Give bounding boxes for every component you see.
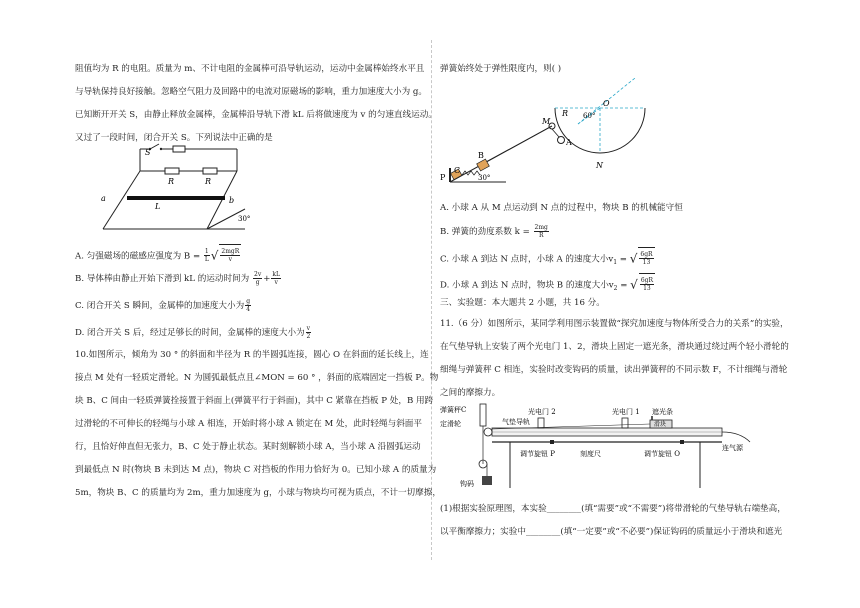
weight-label: 钩码 bbox=[460, 480, 474, 488]
pulley-label: 定滑轮 bbox=[440, 420, 461, 428]
question-10-line: 10.如图所示，倾角为 30 ° 的斜面和半径为 R 的半圆弧连接，圆心 O 在斜面的延长线上，连 bbox=[75, 350, 429, 360]
air-track-figure bbox=[440, 402, 790, 490]
ball-a-label: A bbox=[566, 138, 572, 147]
question-11-line: 细绳与弹簧秤 C 相连，实验时改变钩码的质量，读出弹簧秤的不同示数 F，不计细绳与滑轮 bbox=[440, 365, 788, 375]
option-text: D. 小球 A 到达 N 点时，物块 B 的速度大小v bbox=[440, 280, 614, 291]
point-b-label: b bbox=[229, 196, 235, 205]
question-10-line: 行，且恰好伸直但无张力，B、C 处于静止状态。某时刻解锁小球 A，当小球 A 沿圆弧运动 bbox=[75, 442, 421, 452]
question-11-line: 11.（6 分）如图所示，某同学利用图示装置做“探究加速度与物体所受合力的关系”的实验， bbox=[440, 319, 789, 329]
question-10-line: 5m，物块 B、C 的质量均为 2m，重力加速度为 g，小球与物块均可视为质点，不计一切摩擦， bbox=[75, 488, 441, 498]
fraction: $\frac{1}{L}$ bbox=[204, 248, 209, 264]
option-a: A. 匀强磁场的磁感应强度为 B = $\frac{1}{L}$ √ $\frac{\text{2mgR}}{v}$ bbox=[75, 244, 241, 268]
fraction: $\frac{6gR}{13}$ bbox=[640, 251, 653, 266]
question-10-line: 块 B、C 间由一轻质弹簧拴接置于斜面上(弹簧平行于斜面)，其中 C 紧靠在挡板 P 处，B 用跨 bbox=[75, 396, 434, 406]
gate-1-label: 光电门 1 bbox=[612, 408, 640, 416]
incline-semicircle-figure bbox=[440, 78, 660, 193]
section-heading: 三、实验题：本大题共 2 小题，共 16 分。 bbox=[440, 298, 605, 308]
fraction: $\frac{6gR}{13}$ bbox=[640, 277, 653, 292]
switch-label: S bbox=[145, 148, 151, 157]
question-10-line: 过滑轮的不可伸长的轻绳与小球 A 相连，开始时将小球 A 锁定在 M 处，此时轻绳与斜面平 bbox=[75, 419, 422, 429]
fraction: $\frac{g}{4}$ bbox=[246, 298, 251, 313]
ruler-label: 刻度尺 bbox=[580, 450, 601, 458]
fraction: $\frac{2v}{g}$ bbox=[254, 271, 262, 286]
paragraph-line: 阻值均为 R 的电阻。质量为 m、不计电阻的金属棒可沿导轨运动，运动中金属棒始终水平且 bbox=[75, 64, 425, 74]
option-text: B. 弹簧的劲度系数 k = bbox=[440, 227, 530, 237]
air-track-label: 气垫导轨 bbox=[502, 418, 530, 426]
fraction: $\frac{2mg}{R}$ bbox=[534, 224, 548, 239]
fraction: $\frac{\text{2mgR}}{v}$ bbox=[221, 248, 240, 263]
knob-p-label: 调节旋钮 P bbox=[520, 450, 555, 458]
paragraph-line: 又过了一段时间，闭合开关 S。下列说法中正确的是 bbox=[75, 133, 273, 143]
option-b bbox=[440, 221, 550, 244]
resistor-label: R bbox=[168, 177, 175, 186]
paragraph-line: 弹簧始终处于弹性限度内，则( ) bbox=[440, 64, 562, 74]
block-b-label: B bbox=[478, 151, 484, 160]
option-text: C. 小球 A 到达 N 点时，小球 A 的速度大小v bbox=[440, 254, 614, 265]
option-d: D. 小球 A 到达 N 点时，物块 B 的速度大小$v_2$ = √ $\frac{6gR}{13}$ bbox=[440, 273, 655, 300]
air-source-label: 连气源 bbox=[722, 444, 743, 452]
option-c: C. 小球 A 到达 N 点时，小球 A 的速度大小$v_1$ = √ $\frac{6gR}{13}$ bbox=[440, 247, 655, 274]
option-text: A. 匀强磁场的磁感应强度为 B = bbox=[75, 251, 201, 262]
option-text: C. 闭合开关 S 瞬间，金属棒的加速度大小为 bbox=[75, 301, 245, 311]
question-11-part-1-line: (1)根据实验原理图，本实验________(填“需要”或“不需要”)将带滑轮的气垫导轨右端垫高， bbox=[440, 504, 786, 514]
block-c-label: C bbox=[454, 166, 461, 175]
point-a-label: a bbox=[101, 194, 106, 203]
gate-2-label: 光电门 2 bbox=[528, 408, 556, 416]
fraction: $\frac{kL}{v}$ bbox=[272, 271, 281, 286]
angle-60-label: 60° bbox=[583, 112, 596, 120]
resistor-label: R bbox=[205, 177, 212, 186]
fraction: $\frac{v}{2}$ bbox=[306, 325, 311, 340]
center-o-label: O bbox=[603, 99, 610, 108]
question-11-line: 在气垫导轨上安装了两个光电门 1、2，滑块上固定一遮光条，滑块通过绕过两个轻小滑轮的 bbox=[440, 342, 789, 352]
option-text: B. 导体棒由静止开始下滑到 kL 的运动时间为 bbox=[75, 274, 250, 284]
slider-label: 滑块 bbox=[654, 421, 667, 428]
option-text: D. 闭合开关 S 后，经过足够长的时间，金属棒的速度大小为 bbox=[75, 328, 305, 338]
spring-scale-label: 弹簧秤C bbox=[440, 406, 467, 414]
question-10-line: 到最低点 N 时(物块 B 未到达 M 点)，物块 C 对挡板的作用力恰好为 0。已知小球 A 的质量为 bbox=[75, 465, 437, 475]
option-a: A. 小球 A 从 M 点运动到 N 点的过程中，物块 B 的机械能守恒 bbox=[440, 203, 683, 213]
option-b: B. 导体棒由静止开始下滑到 kL 的运动时间为 $\frac{2v}{g}$ + $\frac{kL}{v}$ bbox=[75, 271, 281, 286]
strip-label: 遮光条 bbox=[652, 408, 673, 416]
radius-label: R bbox=[562, 109, 569, 118]
option-d bbox=[75, 322, 312, 345]
paragraph-line: 已知断开开关 S，由静止释放金属棒，金属棒沿导轨下滑 kL 后将做速度为 v 的匀速直线运动。 bbox=[75, 110, 437, 120]
question-11-line: 之间的摩擦力。 bbox=[440, 388, 501, 398]
angle-30-label: 30° bbox=[478, 174, 491, 182]
knob-o-label: 调节旋钮 O bbox=[644, 450, 680, 458]
question-10-line: 接点 M 处有一轻质定滑轮。N 为圆弧最低点且∠MON = 60 ° ，斜面的底端固定一挡板 P。物 bbox=[75, 373, 439, 383]
question-11-part-1-line: 以平衡摩擦力；实验中________(填“一定要”或“不必要”)保证钩码的质量远小于滑块和遮光 bbox=[440, 527, 783, 537]
point-n-label: N bbox=[596, 161, 603, 170]
paragraph-line: 与导轨保持良好接触。忽略空气阻力及回路中的电流对原磁场的影响，重力加速度大小为 g。 bbox=[75, 87, 427, 97]
point-m-label: M bbox=[542, 117, 551, 126]
option-c bbox=[75, 295, 252, 318]
length-label: L bbox=[155, 202, 161, 211]
rails-figure bbox=[95, 143, 275, 235]
plate-p-label: P bbox=[440, 173, 446, 182]
incline-angle-label: 30° bbox=[238, 215, 251, 223]
